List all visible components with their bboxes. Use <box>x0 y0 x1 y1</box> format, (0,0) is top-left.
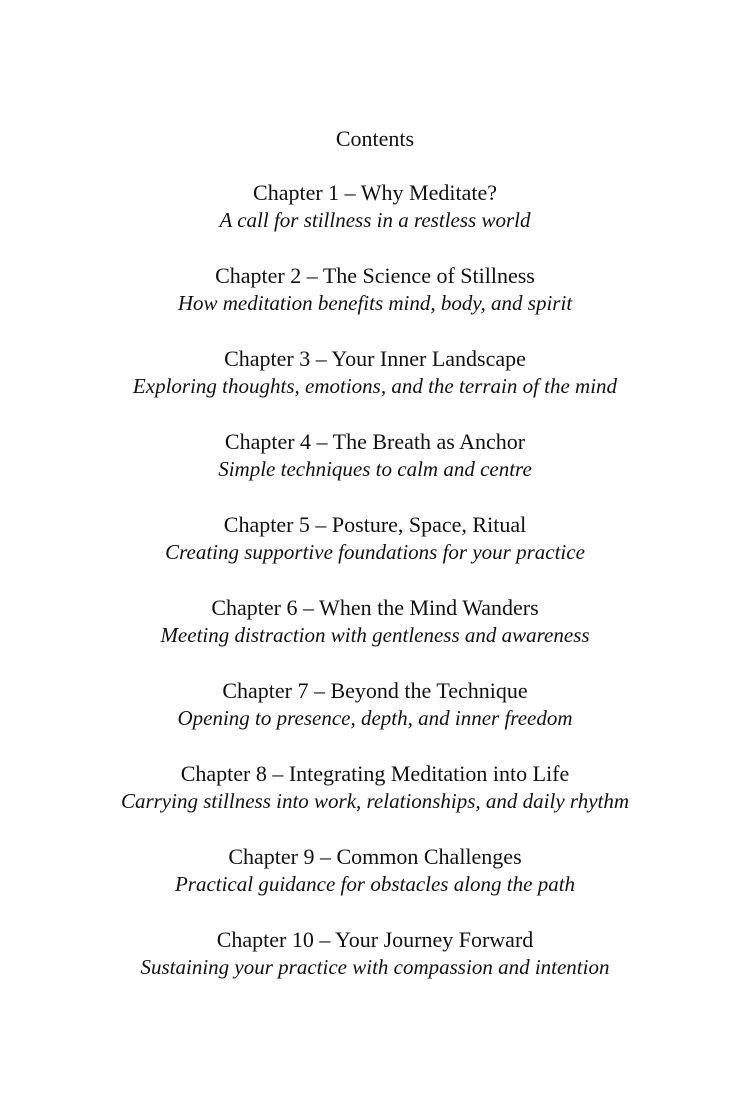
toc-entry-chapter-6 <box>0 594 750 677</box>
toc-entry-chapter-10 <box>0 926 750 1009</box>
chapter-title: Chapter 7 – Beyond the Technique <box>222 678 528 703</box>
toc-entry-chapter-5 <box>0 511 750 594</box>
toc-entry-chapter-3 <box>0 345 750 428</box>
chapter-title: Chapter 2 – The Science of Stillness <box>215 263 535 288</box>
chapter-title: Chapter 10 – Your Journey Forward <box>216 927 534 952</box>
chapter-subtitle: Opening to presence, depth, and inner freedom <box>177 706 573 730</box>
chapter-subtitle: Exploring thoughts, emotions, and the terrain of the mind <box>132 374 618 398</box>
chapter-subtitle: Creating supportive foundations for your practice <box>165 540 585 564</box>
chapter-title: Chapter 4 – The Breath as Anchor <box>224 429 526 454</box>
chapter-subtitle: Meeting distraction with gentleness and awareness <box>160 623 590 647</box>
chapter-subtitle: Sustaining your practice with compassion and intention <box>140 955 610 979</box>
toc-entry-chapter-8 <box>0 760 750 843</box>
chapter-title: Chapter 1 – Why Meditate? <box>253 180 497 205</box>
toc-entry-chapter-4 <box>0 428 750 511</box>
toc-entry-chapter-7 <box>0 677 750 760</box>
chapter-subtitle: How meditation benefits mind, body, and spirit <box>177 291 573 315</box>
toc-entry-chapter-9 <box>0 843 750 926</box>
chapter-subtitle: Carrying stillness into work, relationships, and daily rhythm <box>120 789 630 813</box>
page-title: Contents <box>335 126 415 151</box>
chapter-subtitle: A call for stillness in a restless world <box>219 208 531 232</box>
table-of-contents <box>0 179 750 1009</box>
toc-entry-chapter-1 <box>0 179 750 262</box>
chapter-title: Chapter 9 – Common Challenges <box>228 844 522 869</box>
chapter-title: Chapter 6 – When the Mind Wanders <box>211 595 539 620</box>
chapter-title: Chapter 8 – Integrating Meditation into Life <box>180 761 570 786</box>
chapter-subtitle: Simple techniques to calm and centre <box>218 457 532 481</box>
chapter-title: Chapter 5 – Posture, Space, Ritual <box>223 512 527 537</box>
chapter-title: Chapter 3 – Your Inner Landscape <box>224 346 526 371</box>
chapter-subtitle: Practical guidance for obstacles along the path <box>174 872 576 896</box>
toc-entry-chapter-2 <box>0 262 750 345</box>
